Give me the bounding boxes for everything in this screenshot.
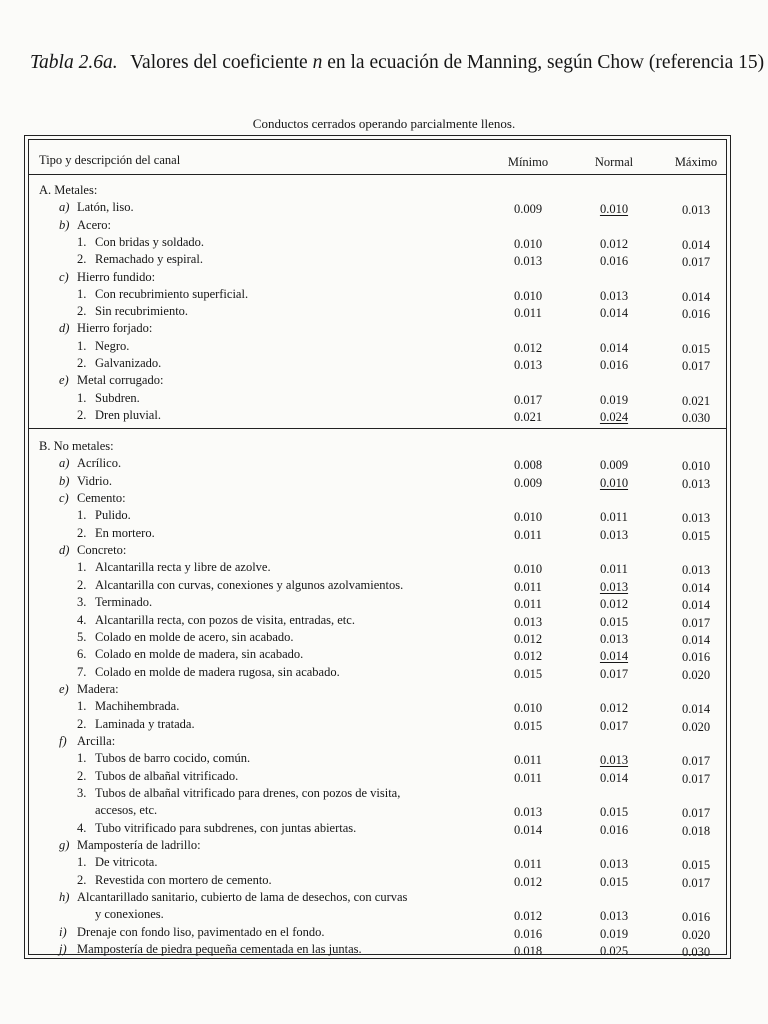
row-description: Acero:: [77, 217, 112, 232]
row-marker: 2.: [77, 768, 87, 783]
value-normal: 0.014: [599, 770, 629, 785]
value-normal: 0.013: [599, 631, 629, 646]
value-min: 0.012: [513, 340, 543, 355]
row-description: Mampostería de ladrillo:: [77, 838, 201, 853]
value-normal: 0.014: [599, 649, 629, 664]
row-description: Arcilla:: [77, 733, 116, 748]
value-min: 0.015: [513, 718, 543, 733]
row-description: Latón, liso.: [77, 200, 134, 215]
row-marker: c): [59, 269, 69, 284]
value-normal: 0.009: [599, 458, 629, 473]
row-marker: 6.: [77, 647, 87, 662]
row-description: Cemento:: [77, 491, 126, 506]
table-body: [28, 139, 727, 960]
table-label: Tabla 2.6a.: [30, 52, 118, 73]
row-description: Dren pluvial.: [95, 407, 161, 422]
value-max: 0.014: [681, 237, 711, 252]
value-max: 0.013: [681, 203, 711, 218]
value-normal: 0.010: [599, 202, 629, 217]
value-max: 0.010: [681, 459, 711, 474]
value-max: 0.016: [681, 910, 711, 925]
row-marker: h): [59, 890, 70, 905]
value-normal: 0.013: [599, 753, 629, 768]
value-min: 0.013: [513, 805, 543, 820]
value-max: 0.021: [681, 393, 711, 408]
value-normal: 0.013: [599, 909, 629, 924]
row-description: Alcantarillado sanitario, cubierto de lama de desechos, con curvas: [77, 890, 408, 905]
row-marker: e): [59, 373, 69, 388]
value-normal: 0.012: [599, 236, 629, 251]
table-title: [30, 52, 765, 74]
row-description: Remachado y espiral.: [95, 252, 203, 267]
row-description: En mortero.: [95, 525, 155, 540]
value-min: 0.012: [513, 909, 543, 924]
value-max: 0.017: [681, 771, 711, 786]
value-normal: 0.017: [599, 718, 629, 733]
row-description: Madera:: [77, 681, 119, 696]
value-max: 0.014: [681, 580, 711, 595]
value-min: 0.010: [513, 288, 543, 303]
value-max: 0.020: [681, 927, 711, 942]
value-max: 0.013: [681, 563, 711, 578]
value-min: 0.011: [514, 857, 542, 872]
row-marker: i): [59, 924, 67, 939]
row-marker: a): [59, 200, 70, 215]
row-description: Laminada y tratada.: [95, 716, 195, 731]
value-max: 0.014: [681, 632, 711, 647]
value-max: 0.015: [681, 858, 711, 873]
row-description: Colado en molde de acero, sin acabado.: [95, 629, 294, 644]
row-description: Pulido.: [95, 508, 131, 523]
value-normal: 0.016: [599, 254, 629, 269]
value-normal: 0.013: [599, 527, 629, 542]
row-description: Hierro fundido:: [77, 269, 156, 284]
row-description: Con bridas y soldado.: [95, 234, 205, 249]
row-description: Alcantarilla recta, con pozos de visita, entradas, etc.: [95, 612, 355, 627]
row-description: Alcantarilla con curvas, conexiones y algunos azolvamientos.: [95, 577, 404, 592]
value-max: 0.016: [681, 650, 711, 665]
value-max: 0.017: [681, 255, 711, 270]
row-marker: d): [59, 543, 70, 558]
row-description: accesos, etc.: [95, 803, 158, 818]
row-description: Hierro forjado:: [77, 321, 153, 336]
row-description: Tubos de barro cocido, común.: [95, 751, 251, 766]
row-description: Metal corrugado:: [77, 373, 164, 388]
table-subtitle: Conductos cerrados operando parcialmente llenos.: [252, 116, 516, 131]
row-description: Galvanizado.: [95, 356, 162, 370]
value-min: 0.011: [514, 306, 542, 321]
row-marker: 4.: [77, 820, 87, 835]
value-min: 0.010: [513, 562, 543, 577]
row-marker: 2.: [77, 252, 87, 267]
value-normal: 0.012: [599, 597, 629, 612]
header-description: Tipo y descripción del canal: [39, 153, 181, 167]
header-max: Máximo: [674, 155, 718, 169]
value-max: 0.020: [681, 667, 711, 682]
table-frame: [24, 135, 731, 959]
row-description: Con recubrimiento superficial.: [95, 286, 249, 301]
header-normal: Normal: [594, 155, 634, 169]
value-min: 0.014: [513, 822, 543, 837]
row-marker: 1.: [77, 560, 87, 575]
row-description: Drenaje con fondo liso, pavimentado en el fondo.: [77, 924, 325, 939]
row-description: Colado en molde de madera rugosa, sin acabado.: [95, 664, 340, 679]
value-normal: 0.011: [600, 510, 628, 525]
row-marker: 5.: [77, 629, 87, 644]
value-max: 0.014: [681, 598, 711, 613]
row-description: Colado en molde de madera, sin acabado.: [95, 647, 304, 662]
value-max: 0.016: [681, 307, 711, 322]
value-min: 0.012: [513, 631, 543, 646]
value-normal: 0.010: [599, 475, 629, 490]
value-min: 0.012: [513, 649, 543, 664]
row-marker: 4.: [77, 612, 87, 627]
value-normal: 0.024: [599, 409, 629, 424]
value-normal: 0.025: [599, 944, 629, 959]
value-max: 0.017: [681, 875, 711, 890]
row-marker: 1.: [77, 855, 87, 870]
row-description: Revestida con mortero de cemento.: [95, 872, 272, 887]
value-min: 0.008: [513, 458, 543, 473]
value-min: 0.013: [513, 614, 543, 629]
value-normal: 0.015: [599, 874, 629, 889]
row-marker: a): [59, 456, 70, 471]
value-normal: 0.015: [599, 614, 629, 629]
value-min: 0.018: [513, 944, 543, 959]
row-marker: j): [59, 942, 67, 957]
value-normal: 0.013: [599, 857, 629, 872]
row-description: Subdren.: [95, 390, 140, 405]
value-max: 0.017: [681, 359, 711, 373]
value-normal: 0.013: [599, 288, 629, 303]
header-divider: [29, 174, 726, 175]
row-description: Vidrio.: [77, 473, 113, 488]
row-marker: 1.: [77, 338, 87, 353]
row-description: y conexiones.: [95, 907, 164, 922]
value-normal: 0.013: [599, 579, 629, 594]
row-marker: 1.: [77, 508, 87, 523]
value-max: 0.030: [681, 945, 711, 960]
row-marker: 3.: [77, 786, 87, 800]
value-max: 0.020: [681, 719, 711, 734]
row-description: Alcantarilla recta y libre de azolve.: [95, 560, 271, 575]
row-description: Machihembrada.: [95, 699, 180, 714]
value-max: 0.014: [681, 702, 711, 717]
row-marker: g): [59, 838, 70, 853]
row-marker: f): [59, 733, 67, 748]
row-description: Sin recubrimiento.: [95, 304, 189, 319]
row-marker: 2.: [77, 356, 87, 370]
row-marker: 2.: [77, 872, 87, 887]
row-marker: 2.: [77, 716, 87, 731]
value-max: 0.030: [681, 410, 711, 425]
value-normal: 0.014: [599, 306, 629, 321]
value-min: 0.021: [513, 409, 543, 424]
value-min: 0.013: [513, 358, 543, 372]
value-normal: 0.016: [599, 822, 629, 837]
value-normal: 0.017: [599, 666, 629, 681]
value-min: 0.011: [514, 753, 542, 768]
row-marker: c): [59, 491, 69, 506]
value-normal: 0.012: [599, 701, 629, 716]
row-description: Negro.: [95, 338, 130, 353]
value-min: 0.011: [514, 579, 542, 594]
value-min: 0.015: [513, 666, 543, 681]
value-min: 0.011: [514, 527, 542, 542]
section-heading: A. Metales:: [39, 183, 98, 197]
row-description: Concreto:: [77, 543, 127, 558]
row-description: Mampostería de piedra pequeña cementada en las juntas.: [77, 942, 362, 957]
value-min: 0.013: [513, 254, 543, 269]
row-marker: 1.: [77, 751, 87, 766]
value-max: 0.015: [681, 528, 711, 543]
row-marker: 7.: [77, 664, 87, 679]
value-normal: 0.014: [599, 340, 629, 355]
value-max: 0.013: [681, 511, 711, 526]
value-normal: 0.015: [599, 805, 629, 820]
section-heading: B. No metales:: [39, 439, 114, 453]
title-text-before: Valores del coeficiente: [130, 52, 313, 73]
row-description: Tubos de albañal vitrificado para drenes, con pozos de visita,: [95, 786, 401, 800]
row-marker: 3.: [77, 595, 87, 610]
row-marker: 2.: [77, 304, 87, 319]
value-min: 0.010: [513, 236, 543, 251]
row-description: Tubos de albañal vitrificado.: [95, 768, 239, 783]
value-normal: 0.019: [599, 392, 629, 407]
row-marker: e): [59, 681, 69, 696]
value-min: 0.011: [514, 597, 542, 612]
header-min: Mínimo: [507, 155, 549, 169]
title-variable: n: [312, 52, 323, 73]
row-marker: b): [59, 217, 70, 232]
value-max: 0.017: [681, 806, 711, 821]
value-max: 0.018: [681, 823, 711, 838]
value-min: 0.017: [513, 392, 543, 407]
value-normal: 0.011: [600, 562, 628, 577]
value-max: 0.013: [681, 476, 711, 491]
row-description: Terminado.: [95, 595, 153, 610]
value-max: 0.017: [681, 754, 711, 769]
row-description: Acrílico.: [77, 456, 122, 471]
value-min: 0.016: [513, 926, 543, 941]
row-marker: 1.: [77, 390, 87, 405]
value-max: 0.015: [681, 341, 711, 356]
row-marker: 1.: [77, 699, 87, 714]
value-min: 0.010: [513, 701, 543, 716]
value-min: 0.009: [513, 475, 543, 490]
value-min: 0.009: [513, 202, 543, 217]
value-normal: 0.019: [599, 926, 629, 941]
value-min: 0.011: [514, 770, 542, 785]
row-marker: 1.: [77, 234, 87, 249]
value-max: 0.014: [681, 289, 711, 304]
value-max: 0.017: [681, 615, 711, 630]
row-description: De vitricota.: [95, 855, 158, 870]
row-marker: 2.: [77, 407, 87, 422]
row-marker: b): [59, 473, 70, 488]
value-min: 0.012: [513, 874, 543, 889]
value-min: 0.010: [513, 510, 543, 525]
value-normal: 0.016: [599, 358, 629, 372]
row-marker: 1.: [77, 286, 87, 301]
row-marker: 2.: [77, 577, 87, 592]
title-text-after: en la ecuación de Manning, según Chow (referencia 15): [322, 52, 765, 73]
row-description: Tubo vitrificado para subdrenes, con juntas abiertas.: [95, 820, 357, 835]
row-marker: d): [59, 321, 70, 336]
row-marker: 2.: [77, 525, 87, 540]
section-divider: [29, 428, 726, 429]
